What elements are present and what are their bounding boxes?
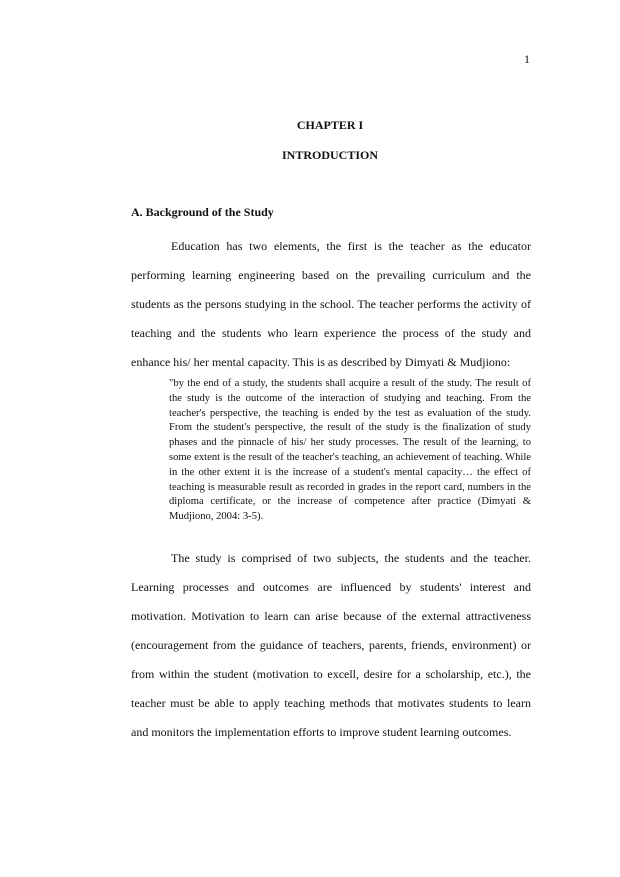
block-quote: "by the end of a study, the students shall acquire a result of the study. The result of the study is the outcome of the interaction of studying and teaching. From the teacher's perspective, the teaching is ended by the test as evaluation of the study. From the student's perspective, the result of the study is the finalization of study phases and the pinnacle of his/ her study processes. The result of the learning, to some extent is the result of the teacher's teaching, an achievement of teaching. While in the other extent it is the increase of a student's mental capacity… the effect of teaching is measurable result as recorded in grades in the report card, numbers in the diploma certificate, or the increase of competence after practice (Dimyati & Mudjiono, 2004: 3-5).	[169, 378, 531, 523]
chapter-title: CHAPTER I	[296, 118, 364, 132]
section-heading: A. Background of the Study	[131, 205, 274, 219]
body-paragraph-2: The study is comprised of two subjects, the students and the teacher. Learning processes and outcomes are influenced by students' interest and motivation. Motivation to learn can arise because of the external attractiveness (encouragement from the guidance of teachers, parents, friends, environment) or from within the student (motivation to excell, desire for a scholarship, etc.), the teacher must be able to apply teaching methods that motivates students to learn and monitors the implementation efforts to improve student learning outcomes.	[131, 551, 531, 739]
body-paragraph-1: Education has two elements, the first is the teacher as the educator performing learning engineering based on the prevailing curriculum and the students as the persons studying in the school. The teacher performs the activity of teaching and the students who learn experience the process of the study and enhance his/ her mental capacity. This is as described by Dimyati & Mudjiono:	[131, 239, 531, 369]
chapter-subtitle: INTRODUCTION	[281, 148, 378, 162]
page-number: 1	[524, 52, 530, 66]
